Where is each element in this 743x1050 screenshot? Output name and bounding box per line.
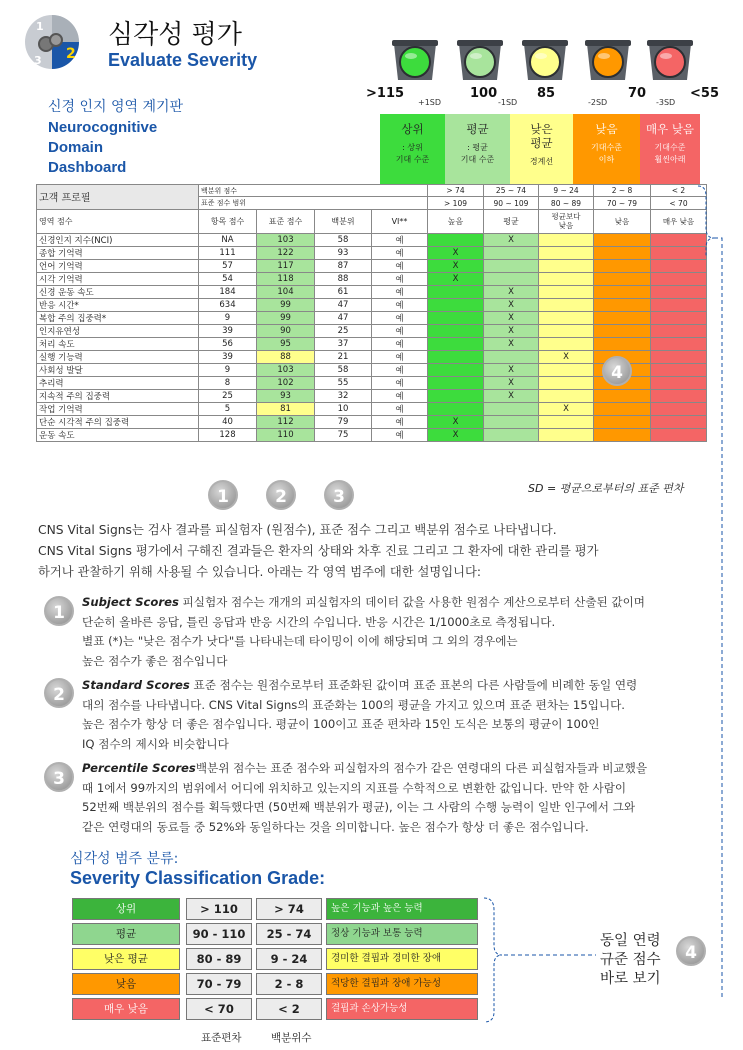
- grade-standard: 70 - 79: [186, 973, 252, 995]
- badge-digit: 3: [34, 54, 42, 67]
- grade-cell: X: [484, 389, 539, 402]
- standard-score: 90: [257, 324, 315, 337]
- vi-value: 예: [372, 324, 428, 337]
- standard-score: 112: [257, 415, 315, 428]
- grade-cell: X: [428, 428, 484, 441]
- standard-score: 102: [257, 376, 315, 389]
- circle-4-icon: 4: [676, 936, 706, 966]
- grade-cell: X: [484, 233, 539, 246]
- standard-range: 90 ~ 109: [484, 197, 539, 209]
- grade-standard: > 110: [186, 898, 252, 920]
- domain-name: 신경 운동 속도: [37, 285, 199, 298]
- subject-score: 9: [199, 363, 257, 376]
- percentile-footer-label: 백분위수: [271, 1032, 312, 1044]
- column-header: 매우 낮음: [651, 209, 707, 233]
- grade-percentile: 25 - 74: [256, 923, 322, 945]
- vi-value: 예: [372, 376, 428, 389]
- percentile-score: 55: [315, 376, 372, 389]
- standard-range: > 109: [428, 197, 484, 209]
- domain-name: 복합 주의 집중력*: [37, 311, 199, 324]
- standard-scores-text: Standard Scores 표준 점수는 원점수로부터 표준화된 값이며 표준 표본의 다른 사람들에 비례한 동일 연령 대의 점수를 나타냅니다. CNS Vital Signs의 표준화는 100의 평균을 가지고 있으며 표준 편차는 15입니다. 높은 점수가 항상 더 좋은 점수입니다. 평균이 100이고 표준 편차라 15인 도식은 보통의 평균이 100인 IQ 점수의 제시와 비슷합니다: [82, 676, 712, 754]
- threshold-label: <55: [690, 86, 719, 101]
- grade-cell: X: [428, 272, 484, 285]
- percentile-range: 2 ~ 8: [594, 185, 651, 197]
- profile-label: 고객 프로필: [37, 185, 199, 210]
- grade-cell: X: [484, 337, 539, 350]
- badge-digit: 2: [66, 46, 76, 62]
- subject-score: 128: [199, 428, 257, 441]
- percentile-score: 58: [315, 233, 372, 246]
- percentile-range: 25 ~ 74: [484, 185, 539, 197]
- domain-name: 단순 시각적 주의 집중력: [37, 415, 199, 428]
- circle-2-icon: 2: [44, 678, 74, 708]
- category-name: 낮음: [595, 122, 618, 136]
- circle-3-icon: 3: [324, 480, 354, 510]
- standard-score: 117: [257, 259, 315, 272]
- standard-score: 103: [257, 363, 315, 376]
- category-desc: 경계선: [529, 157, 554, 166]
- grade-name: 매우 낮음: [72, 998, 180, 1020]
- percentile-score: 21: [315, 350, 372, 363]
- percentile-score: 93: [315, 246, 372, 259]
- standard-range: 80 ~ 89: [539, 197, 594, 209]
- explanation-line: 때 1에서 99까지의 범위에서 어디에 위치하고 있는지의 지표를 수학적으로 변환한 값입니다. 만약 한 사람이: [82, 780, 627, 795]
- vi-value: 예: [372, 428, 428, 441]
- domain-name: 사회성 발달: [37, 363, 199, 376]
- vi-value: 예: [372, 259, 428, 272]
- subject-score: 56: [199, 337, 257, 350]
- category-name: 상위: [401, 122, 424, 136]
- grade-cell: X: [484, 285, 539, 298]
- category-desc: : 상위 기대 수준: [395, 143, 430, 164]
- vi-value: 예: [372, 285, 428, 298]
- domain-name: 운동 속도: [37, 428, 199, 441]
- subject-score: NA: [199, 233, 257, 246]
- circle-2-icon: 2: [266, 480, 296, 510]
- explanation-line: 높은 점수가 항상 더 좋은 점수입니다. 평균이 100이고 표준 편차라 15인 도식은 보통의 평균이 100인: [82, 717, 600, 731]
- subject-score: 39: [199, 324, 257, 337]
- grade-cell: X: [484, 298, 539, 311]
- percentile-score: 47: [315, 298, 372, 311]
- grade-percentile: 2 - 8: [256, 973, 322, 995]
- grade-name: 낮음: [72, 973, 180, 995]
- grade-cell: X: [539, 350, 594, 363]
- sd-label: -2SD: [588, 98, 608, 107]
- category-desc: 기대수준 이하: [591, 143, 622, 164]
- standard-score: 103: [257, 233, 315, 246]
- threshold-label: 100: [470, 86, 498, 101]
- percentile-score: 58: [315, 363, 372, 376]
- subject-score: 9: [199, 311, 257, 324]
- threshold-label: 70: [628, 86, 647, 101]
- percentile-range: > 74: [428, 185, 484, 197]
- standard-score: 104: [257, 285, 315, 298]
- sd-note: SD = 평균으로부터의 표준 편차: [528, 482, 684, 495]
- subject-score: 57: [199, 259, 257, 272]
- grade-cell: X: [484, 324, 539, 337]
- severity-title: 심각성 범주 분류:: [70, 851, 179, 867]
- grade-cell: X: [428, 415, 484, 428]
- vi-value: 예: [372, 350, 428, 363]
- subject-score: 8: [199, 376, 257, 389]
- column-header: 높음: [428, 209, 484, 233]
- column-header: 항목 점수: [199, 209, 257, 233]
- severity-title-en: Severity Classification Grade:: [70, 868, 326, 888]
- grade-desc: 적당한 결핍과 장애 가능성: [326, 973, 478, 995]
- column-header: 영역 점수: [37, 209, 199, 233]
- grade-cell: X: [484, 363, 539, 376]
- sd-label: +1SD: [418, 98, 442, 107]
- domain-name: 시각 기억력: [37, 272, 199, 285]
- subject-score: 5: [199, 402, 257, 415]
- vi-value: 예: [372, 337, 428, 350]
- standard-footer-label: 표준편차: [201, 1032, 242, 1044]
- explanation-line: 표준 점수는 원점수로부터 표준화된 값이며 표준 표본의 다른 사람들에 비례한 동일 연령: [189, 678, 638, 692]
- circle-1-icon: 1: [44, 596, 74, 626]
- vi-value: 예: [372, 311, 428, 324]
- page-title: 심각성 평가: [108, 20, 242, 50]
- dashboard-title: 신경 인지 영역 계기판: [48, 99, 184, 115]
- percentile-score: 87: [315, 259, 372, 272]
- subject-score: 111: [199, 246, 257, 259]
- explanation-line: 백분위 점수는 표준 점수와 피실험자의 점수가 같은 연령대의 다른 피실험자들과 비교했을: [195, 761, 648, 775]
- vi-value: 예: [372, 402, 428, 415]
- circle-4-icon: 4: [602, 356, 632, 386]
- category-name: 평균: [466, 122, 489, 136]
- category-desc: : 평균 기대 수준: [460, 143, 495, 164]
- percentile-score: 47: [315, 311, 372, 324]
- standard-score: 122: [257, 246, 315, 259]
- percentile-range-label: 백분위 점수: [199, 185, 428, 197]
- vi-value: 예: [372, 272, 428, 285]
- percentile-score: 88: [315, 272, 372, 285]
- subject-score: 25: [199, 389, 257, 402]
- column-header: 평균보다 낮음: [539, 209, 594, 233]
- threshold-label: >115: [366, 86, 405, 101]
- category-name: 낮은 평균: [530, 122, 553, 150]
- vi-value: 예: [372, 415, 428, 428]
- vi-value: 예: [372, 233, 428, 246]
- grade-desc: 정상 기능과 보통 능력: [326, 923, 478, 945]
- domain-name: 지속적 주의 집중력: [37, 389, 199, 402]
- standard-range-label: 표준 점수 범위: [199, 197, 428, 209]
- badge-digit: 1: [36, 20, 44, 33]
- grade-standard: 80 - 89: [186, 948, 252, 970]
- explanation-line: IQ 점수의 제시와 비슷합니다: [82, 736, 229, 751]
- standard-score: 95: [257, 337, 315, 350]
- standard-range: < 70: [651, 197, 707, 209]
- column-header: VI**: [372, 209, 428, 233]
- dashboard-title-en: Neurocognitive Domain Dashboard: [48, 119, 158, 176]
- domain-name: 신경인지 지수(NCI): [37, 233, 199, 246]
- percentile-scores-text: Percentile Scores백분위 점수는 표준 점수와 피실험자의 점수가 같은 연령대의 다른 피실험자들과 비교했을 때 1에서 99까지의 범위에서 어디에 위치하고 있는지의 지표를 수학적으로 변환한 값입니다. 만약 한 사람이 52번째 백분위의 점수를 획득했다면 (50번째 백분위가 평균), 이는 그 사람의 수행 능력이 일반 인구에서 그와 같은 연령대의 동료들 중 52%와 동일하다는 것을 의미합니다. 높은 점수가 항상 더 좋은 점수입니다.: [82, 759, 712, 837]
- circle-1-icon: 1: [208, 480, 238, 510]
- grade-name: 상위: [72, 898, 180, 920]
- sd-label: -3SD: [656, 98, 676, 107]
- standard-score: 99: [257, 311, 315, 324]
- grade-percentile: > 74: [256, 898, 322, 920]
- domain-name: 인지유연성: [37, 324, 199, 337]
- domain-name: 언어 기억력: [37, 259, 199, 272]
- subject-score: 54: [199, 272, 257, 285]
- column-header: 평균: [484, 209, 539, 233]
- circle-3-icon: 3: [44, 762, 74, 792]
- subject-score: 40: [199, 415, 257, 428]
- domain-name: 추리력: [37, 376, 199, 389]
- column-header: 표준 점수: [257, 209, 315, 233]
- vi-value: 예: [372, 389, 428, 402]
- subject-score: 39: [199, 350, 257, 363]
- vi-value: 예: [372, 363, 428, 376]
- grade-standard: 90 - 110: [186, 923, 252, 945]
- domain-name: 처리 속도: [37, 337, 199, 350]
- subject-scores-text: Subject Scores 피실험자 점수는 개개의 피실험자의 데이터 값을 사용한 원점수 계산으로부터 산출된 값이며 단순히 올바른 응답, 틀린 응답과 반응 시간의 수입니다. 반응 시간은 1/1000초로 측정됩니다. 별표 (*)는 "낮은 점수가 낫다"를 나타내는데 타이밍이 이에 해당되며 그 외의 경우에는 높은 점수가 좋은 점수입니다: [82, 595, 645, 668]
- vi-value: 예: [372, 298, 428, 311]
- grade-desc: 높은 기능과 높은 능력: [326, 898, 478, 920]
- standard-score: 81: [257, 402, 315, 415]
- grade-name: 평균: [72, 923, 180, 945]
- percentile-score: 75: [315, 428, 372, 441]
- explanation-line: 같은 연령대의 동료들 중 52%와 동일하다는 것을 의미합니다. 높은 점수가 항상 더 좋은 점수입니다.: [82, 819, 589, 834]
- grade-cell: X: [484, 311, 539, 324]
- grade-cell: X: [484, 376, 539, 389]
- domain-name: 실행 기능력: [37, 350, 199, 363]
- percentile-score: 32: [315, 389, 372, 402]
- grade-cell: X: [539, 402, 594, 415]
- column-header: 낮음: [594, 209, 651, 233]
- grade-desc: 경미한 결핍과 경미한 장애: [326, 948, 478, 970]
- domain-name: 작업 기억력: [37, 402, 199, 415]
- side-label: 동일 연령 규준 점수 바로 보기: [600, 933, 661, 987]
- explanation-line: 52번째 백분위의 점수를 획득했다면 (50번째 백분위가 평균), 이는 그 사람의 수행 능력이 일반 인구에서 그와: [82, 800, 636, 814]
- column-header: 백분위: [315, 209, 372, 233]
- percentile-score: 61: [315, 285, 372, 298]
- explanation-line: 대의 점수를 나타냅니다. CNS Vital Signs의 표준화는 100의 평균을 가지고 있으며 표준 편차는 15입니다.: [82, 697, 625, 712]
- standard-range: 70 ~ 79: [594, 197, 651, 209]
- vi-value: 예: [372, 246, 428, 259]
- intro-text: CNS Vital Signs는 검사 결과를 피실험자 (원점수), 표준 점수 그리고 백분위 점수로 나타냅니다. CNS Vital Signs 평가에서 구해진 결과들은 환자의 상태와 차후 진료 그리고 그 환자에 대한 관리를 평가 하거나 관찰하기 위해 사용될 수 있습니다. 아래는 각 영역 범주에 대한 설명입니다:: [38, 523, 599, 579]
- category-name: 매우 낮음: [645, 122, 695, 136]
- grade-desc: 결핍과 손상가능성: [326, 998, 478, 1020]
- grade-cell: X: [428, 246, 484, 259]
- percentile-range: < 2: [651, 185, 707, 197]
- percentile-range: 9 ~ 24: [539, 185, 594, 197]
- grade-percentile: 9 - 24: [256, 948, 322, 970]
- category-desc: 기대수준 훨씬아래: [654, 143, 686, 164]
- percentile-score: 37: [315, 337, 372, 350]
- percentile-score: 25: [315, 324, 372, 337]
- percentile-score: 10: [315, 402, 372, 415]
- standard-score: 88: [257, 350, 315, 363]
- standard-score: 99: [257, 298, 315, 311]
- domain-name: 반응 시간*: [37, 298, 199, 311]
- standard-score: 110: [257, 428, 315, 441]
- grade-percentile: < 2: [256, 998, 322, 1020]
- grade-cell: X: [428, 259, 484, 272]
- percentile-score: 79: [315, 415, 372, 428]
- subject-score: 634: [199, 298, 257, 311]
- threshold-label: 85: [537, 86, 556, 101]
- grade-standard: < 70: [186, 998, 252, 1020]
- subject-score: 184: [199, 285, 257, 298]
- grade-name: 낮은 평균: [72, 948, 180, 970]
- domain-name: 종합 기억력: [37, 246, 199, 259]
- standard-score: 93: [257, 389, 315, 402]
- standard-score: 118: [257, 272, 315, 285]
- sd-label: -1SD: [498, 98, 518, 107]
- page-subtitle: Evaluate Severity: [108, 50, 258, 70]
